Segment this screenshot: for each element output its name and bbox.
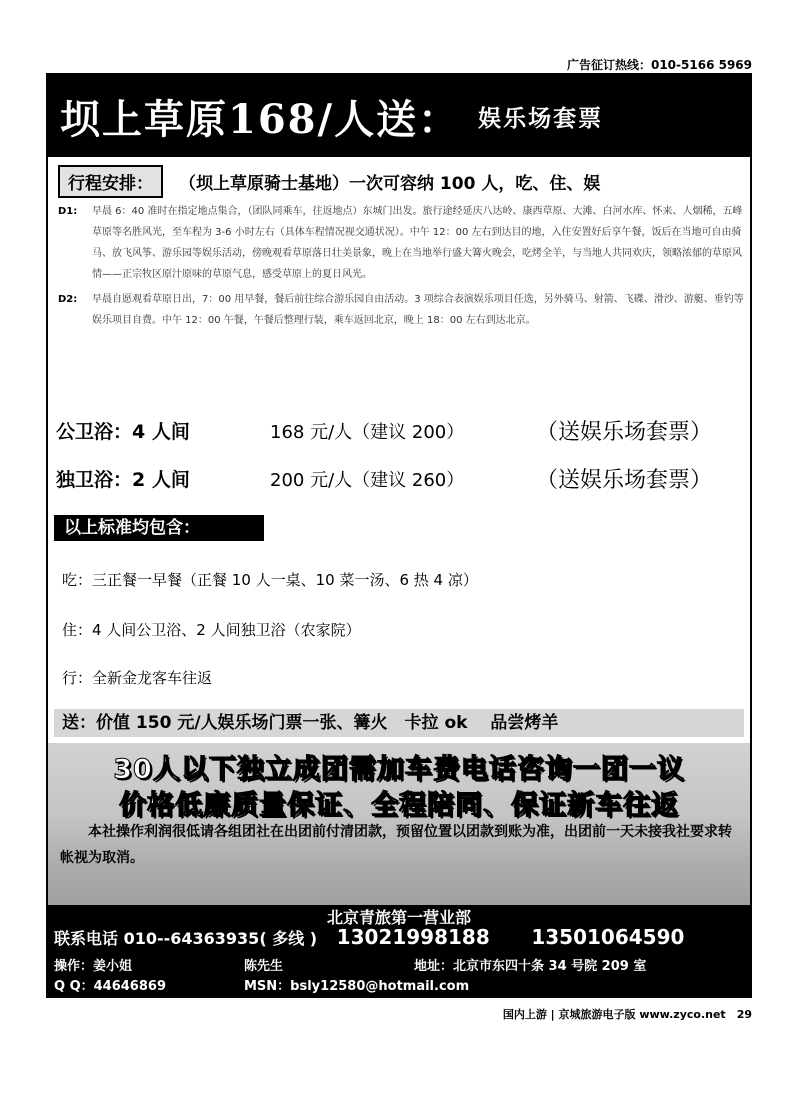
room-price: 200 元/人（建议 260） <box>270 469 465 491</box>
company-name: 北京青旅第一营业部 <box>326 908 471 927</box>
operator: 操作：姜小姐 <box>54 959 133 974</box>
contact-block <box>48 905 750 996</box>
promo-banner <box>48 743 750 905</box>
mobile-1: 13021998188 <box>336 925 490 949</box>
page-subtitle: 娱乐场套票 <box>478 104 604 132</box>
itinerary-header <box>58 165 600 198</box>
itinerary-days <box>58 201 746 335</box>
day-item-1 <box>58 201 746 285</box>
promo-line-2: 价格低廉质量保证、全程陪同、保证新车往返 <box>119 790 679 821</box>
promo-note: 本社操作利润很低请各组团社在出团前付清团款，预留位置以团款到账为准，出团前一天未接我社要求转帐视为取消。 <box>60 824 732 866</box>
room-gift: （送娱乐场套票） <box>536 420 713 445</box>
room-type: 独卫浴：2 人间 <box>56 469 190 491</box>
price-row-private-bath <box>56 463 712 494</box>
gift-line: 送：价值 150 元/人娱乐场门票一张、篝火 卡拉 ok 品尝烤羊 <box>54 709 744 737</box>
ad-hotline: 广告征订热线：010-5166 5969 <box>566 58 752 72</box>
phone-label: 联系电话 010--64363935( 多线 ) <box>54 929 318 948</box>
include-transport: 行：全新金龙客车往返 <box>62 669 213 687</box>
page-footer: 国内上游 | 京城旅游电子版 www.zyco.net 29 <box>502 1008 752 1021</box>
qq-number: Q Q：44646869 <box>54 979 166 994</box>
include-lodging: 住：4 人间公卫浴、2 人间独卫浴（农家院） <box>62 621 361 639</box>
day-tag: D2: <box>58 294 78 305</box>
include-meals: 吃：三正餐一早餐（正餐 10 人一桌、10 菜一汤、6 热 4 凉） <box>62 571 478 589</box>
room-gift: （送娱乐场套票） <box>536 468 713 493</box>
address: 地址：北京市东四十条 34 号院 209 室 <box>414 959 647 974</box>
day-text: 早晨自愿观看草原日出，7：00 用早餐，餐后前往综合游乐园自由活动。3 项综合表演娱乐项目任选，另外骑马、射箭、飞碟、滑沙、游艇、垂钓等娱乐项目自费。中午 12：00 午餐，午餐后整理行装，乘车返回北京，晚上 18：00 左右到达北京。 <box>92 294 744 326</box>
day-text: 早晨 6：40 准时在指定地点集合，（团队同乘车，往返地点）东城门出发。旅行途经延庆八达岭、康西草原、大滩、白河水库、怀来、人烟稀，五峰草原等名胜风光，至车程为 3-6 小时左右（具体车程情况视交通状况）。中午 12：00 左右到达目的地，入住安置好后享午餐，饭后在当地可自由骑马、放飞风筝、游乐园等娱乐活动，傍晚观看草原落日壮美景象，晚上在当地举行盛大篝火晚会，吃烤全羊，与当地人共同欢庆，领略浓郁的草原风情——正宗牧区原汁原味的草原气息，感受草原上的夏日风光。 <box>92 206 743 280</box>
day-item-2 <box>58 289 746 331</box>
price-row-shared-bath <box>56 415 712 446</box>
itinerary-headline: （坝上草原骑士基地）一次可容纳 100 人，吃、住、娱 <box>179 174 601 194</box>
includes-label: 以上标准均包含： <box>54 515 264 541</box>
room-type: 公卫浴：4 人间 <box>56 421 190 443</box>
msn-account: MSN：bsly12580@hotmail.com <box>244 979 470 994</box>
room-price: 168 元/人（建议 200） <box>270 421 465 443</box>
itinerary-label: 行程安排： <box>58 165 163 198</box>
promo-line-1: 30人以下独立成团需加车费电话咨询一团一议 <box>113 754 685 785</box>
phone-line <box>54 925 684 949</box>
ad-frame <box>46 73 752 998</box>
mobile-2: 13501064590 <box>531 925 685 949</box>
day-tag: D1: <box>58 206 78 217</box>
page-title: 坝上草原168/人送： <box>60 95 461 143</box>
contact-person: 陈先生 <box>244 959 284 974</box>
title-bar <box>48 75 750 157</box>
